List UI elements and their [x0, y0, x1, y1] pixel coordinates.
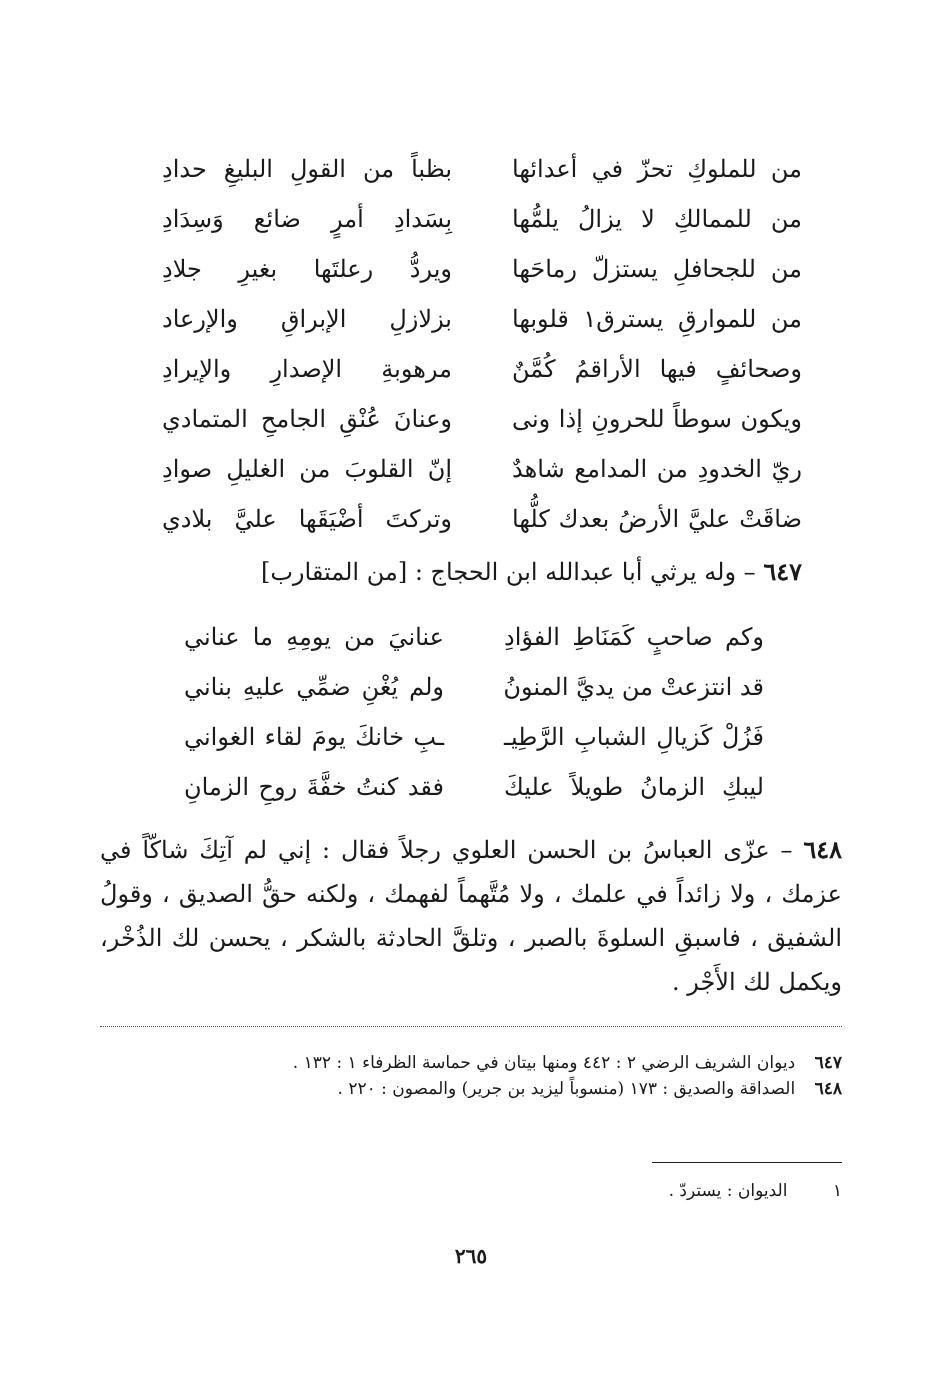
first-hemistich: من للجحافلِ يستزلّ رماحَها [512, 255, 802, 283]
first-hemistich: ضاقَتْ عليَّ الأرضُ بعدك كلُّها [512, 505, 802, 533]
footnote-number: ٦٤٨ [814, 1079, 842, 1099]
verse-line [162, 494, 802, 544]
source-footnotes [100, 1050, 842, 1102]
second-hemistich: وتركتَ أضْيَقَها عليَّ بلادي [162, 505, 452, 533]
second-hemistich: مرهوبةِ الإصدارِ والإيرادِ [162, 355, 452, 383]
first-hemistich: ليبكِ الزمانُ طويلاً عليكَ [504, 773, 764, 801]
footnote [100, 1050, 842, 1076]
variant-note [669, 1178, 842, 1204]
verse-line [162, 444, 802, 494]
first-hemistich: ويكون سوطاً للحرونِ إذا ونى [512, 405, 802, 433]
second-hemistich: فقد كنتُ خفَّةَ روحِ الزمانِ [184, 773, 444, 801]
verse-line [184, 662, 764, 712]
first-hemistich: من للموارقِ يسترق١ قلوبها [512, 305, 802, 333]
first-hemistich: وكم صاحبٍ كَمَنَاطِ الفؤادِ [504, 623, 764, 651]
section-648-paragraph [100, 828, 842, 1004]
first-hemistich: ريّ الخدودِ من المدامع شاهدٌ [512, 455, 802, 483]
second-hemistich: ـبِ خانكَ يومَ لقاء الغواني [184, 723, 444, 751]
second-hemistich: بزلازلِ الإبراقِ والإرعاد [162, 305, 452, 333]
footnote [100, 1076, 842, 1102]
first-hemistich: من للملوكِ تحزّ في أعدائها [512, 155, 802, 183]
note-divider [652, 1162, 842, 1163]
note-number: ١ [832, 1181, 842, 1201]
first-hemistich: وصحائفٍ فيها الأراقمُ كُمَّنٌ [512, 355, 802, 383]
verse-line [162, 144, 802, 194]
section-heading-647 [261, 552, 802, 592]
footnote-text: الصداقة والصديق : ١٧٣ (منسوباً ليزيد بن جرير) والمصون : ٢٢٠ . [337, 1079, 796, 1099]
second-hemistich: ويردُّ رعلتَها بغيرِ جلادِ [162, 255, 452, 283]
section-heading-text: – وله يرثي أبا عبدالله ابن الحجاج : [من المتقارب] [260, 558, 756, 586]
verse-line [162, 194, 802, 244]
first-hemistich: قد انتزعتْ من يديَّ المنونُ [503, 673, 764, 701]
footnote-text: ديوان الشريف الرضي ٢ : ٤٤٢ ومنها بيتان في حماسة الظرفاء ١ : ١٣٢ . [292, 1053, 796, 1073]
second-hemistich: ولم يُغْنِ ضمِّي عليهِ بناني [184, 673, 444, 701]
note-text: الديوان : يستردّ . [668, 1181, 788, 1201]
second-hemistich: عنانيَ من يومِهِ ما عناني [184, 623, 444, 651]
footnote-number: ٦٤٧ [814, 1053, 842, 1073]
verse-line [184, 612, 764, 662]
verse-line [162, 294, 802, 344]
footnote-divider [100, 1026, 842, 1027]
page-number: ٢٦٥ [454, 1244, 488, 1268]
first-hemistich: فَزُلْ كَزيالِ الشبابِ الرَّطِيـ [504, 723, 764, 751]
second-hemistich: إنّ القلوبَ من الغليلِ صوادِ [162, 455, 452, 483]
section-number: ٦٤٨ [803, 835, 842, 864]
second-hemistich: بظباً من القولِ البليغِ حدادِ [162, 155, 452, 183]
elegy-poem [162, 144, 802, 544]
second-hemistich: بِسَدادِ أمرٍ ضائع وَسِدَادِ [162, 205, 452, 233]
second-hemistich: وعنانَ عُنْقِ الجامحِ المتمادي [162, 405, 452, 433]
verse-line [184, 762, 764, 812]
verse-line [162, 344, 802, 394]
paragraph-text: – عزّى العباسُ بن الحسن العلوي رجلاً فقال : إني لم آتِكَ شاكّاً في عزمك ، ولا زائداً في علمك ، ولا مُتَّهماً لفهمك ، ولكنه حقُّ الصديق ، وقولُ الشفيق ، فاسبقِ السلوةَ بالصبر ، وتلقَّ الحادثة بالشكر ، يحسن لك الذُخْر، ويكمل لك الأَجْر . [100, 836, 842, 996]
second-poem [184, 612, 764, 812]
verse-line [184, 712, 764, 762]
verse-line [162, 394, 802, 444]
section-number: ٦٤٧ [763, 557, 802, 586]
first-hemistich: من للممالكِ لا يزالُ يلمُّها [512, 205, 802, 233]
verse-line [162, 244, 802, 294]
